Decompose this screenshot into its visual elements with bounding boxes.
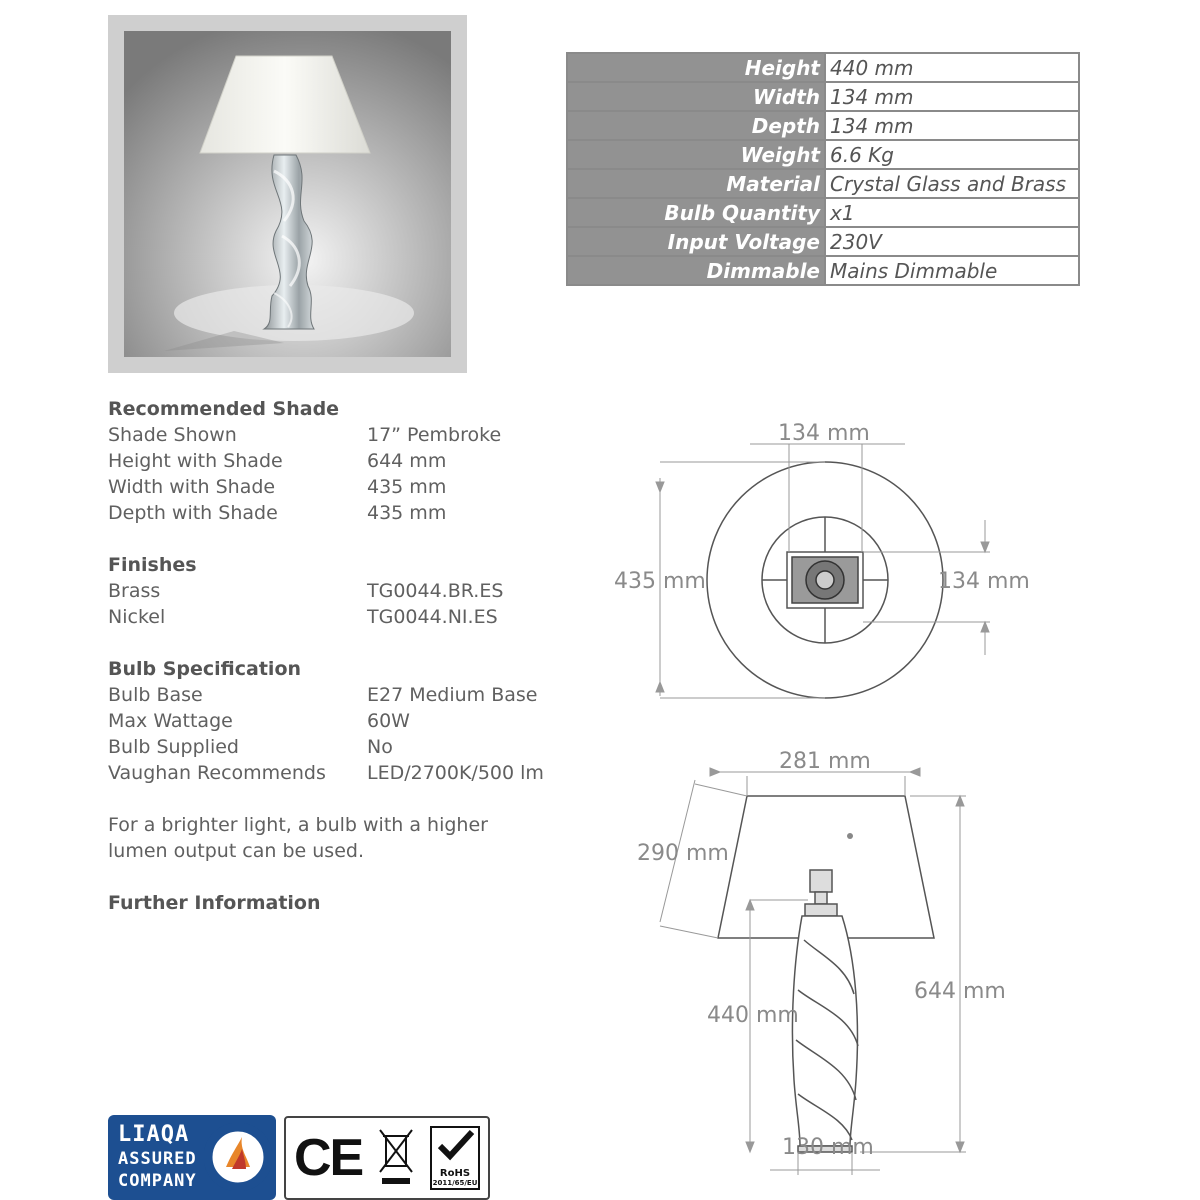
shade-row-label: Shade Shown [108, 424, 237, 446]
spec-row [567, 111, 1079, 140]
bulb-row [108, 760, 568, 786]
spec-label: Width [567, 82, 825, 111]
spec-value: 230V [825, 227, 1079, 256]
finishes-row [108, 578, 568, 604]
bulb-row-value: No [367, 736, 393, 758]
spec-value: 134 mm [825, 82, 1079, 111]
bulb-row [108, 682, 568, 708]
specification-table [566, 52, 1080, 286]
further-information-heading: Further Information [108, 892, 321, 914]
spec-label: Input Voltage [567, 227, 825, 256]
elevation-base-width-label: 130 mm [782, 1135, 874, 1160]
finishes-row-label: Nickel [108, 606, 166, 628]
spec-row [567, 227, 1079, 256]
finishes-row-label: Brass [108, 580, 161, 602]
bulb-row-label: Bulb Base [108, 684, 203, 706]
bulb-row-value: E27 Medium Base [367, 684, 538, 706]
bulb-row [108, 708, 568, 734]
elevation-shade-height-label: 290 mm [637, 841, 729, 866]
elevation-shade-width-label: 281 mm [779, 749, 871, 774]
shade-row-value: 17” Pembroke [367, 424, 502, 446]
bulb-row-value: LED/2700K/500 lm [367, 762, 544, 784]
shade-row-value: 435 mm [367, 502, 447, 524]
spec-label: Dimmable [567, 256, 825, 285]
finishes-row [108, 604, 568, 630]
shade-row [108, 474, 568, 500]
weee-bin-icon [378, 1128, 414, 1188]
shade-row-label: Depth with Shade [108, 502, 278, 524]
product-photo [108, 15, 467, 373]
shade-row [108, 500, 568, 526]
bulb-row-label: Vaughan Recommends [108, 762, 326, 784]
spec-value: Mains Dimmable [825, 256, 1079, 285]
bulb-row [108, 734, 568, 760]
spec-row [567, 169, 1079, 198]
ce-mark: CE [294, 1129, 363, 1187]
spec-value: 440 mm [825, 53, 1079, 82]
liaqa-assured-company-logo: LIAQA ASSURED COMPANY [108, 1115, 276, 1200]
product-information [108, 396, 568, 916]
bulb-row-label: Bulb Supplied [108, 736, 239, 758]
spec-label: Height [567, 53, 825, 82]
finishes-row-value: TG0044.BR.ES [367, 580, 504, 602]
spec-value: 134 mm [825, 111, 1079, 140]
bulb-specification-heading: Bulb Specification [108, 658, 302, 680]
bulb-row-label: Max Wattage [108, 710, 233, 732]
finishes-row-value: TG0044.NI.ES [367, 606, 498, 628]
spec-value: 6.6 Kg [825, 140, 1079, 169]
rohs-badge: RoHS 2011/65/EU [430, 1126, 480, 1190]
shade-row [108, 448, 568, 474]
shade-row-value: 435 mm [367, 476, 447, 498]
spec-row [567, 198, 1079, 227]
spec-row [567, 82, 1079, 111]
recommended-shade-heading: Recommended Shade [108, 398, 340, 420]
technical-drawings [560, 400, 1200, 1200]
bulb-row-value: 60W [367, 710, 410, 732]
plan-depth-label: 134 mm [938, 569, 1030, 594]
spec-label: Bulb Quantity [567, 198, 825, 227]
elevation-base-height-label: 440 mm [707, 1003, 799, 1028]
checkmark-icon [432, 1128, 478, 1164]
elevation-total-height-label: 644 mm [914, 979, 1006, 1004]
spec-value: Crystal Glass and Brass [825, 169, 1079, 198]
shade-row-label: Height with Shade [108, 450, 283, 472]
shade-row-label: Width with Shade [108, 476, 276, 498]
compliance-marks [284, 1116, 490, 1200]
plan-diameter-label: 435 mm [614, 569, 706, 594]
lighting-industry-association-emblem [204, 1123, 272, 1191]
spec-row [567, 140, 1079, 169]
plan-width-label: 134 mm [778, 421, 870, 446]
finishes-heading: Finishes [108, 554, 197, 576]
spec-label: Depth [567, 111, 825, 140]
spec-label: Weight [567, 140, 825, 169]
spec-label: Material [567, 169, 825, 198]
spec-row [567, 256, 1079, 285]
shade-row-value: 644 mm [367, 450, 447, 472]
lamp-photo-image [124, 31, 451, 357]
spec-row [567, 53, 1079, 82]
brightness-note: For a brighter light, a bulb with a higher lumen output can be used. [108, 814, 488, 862]
spec-value: x1 [825, 198, 1079, 227]
shade-row [108, 422, 568, 448]
